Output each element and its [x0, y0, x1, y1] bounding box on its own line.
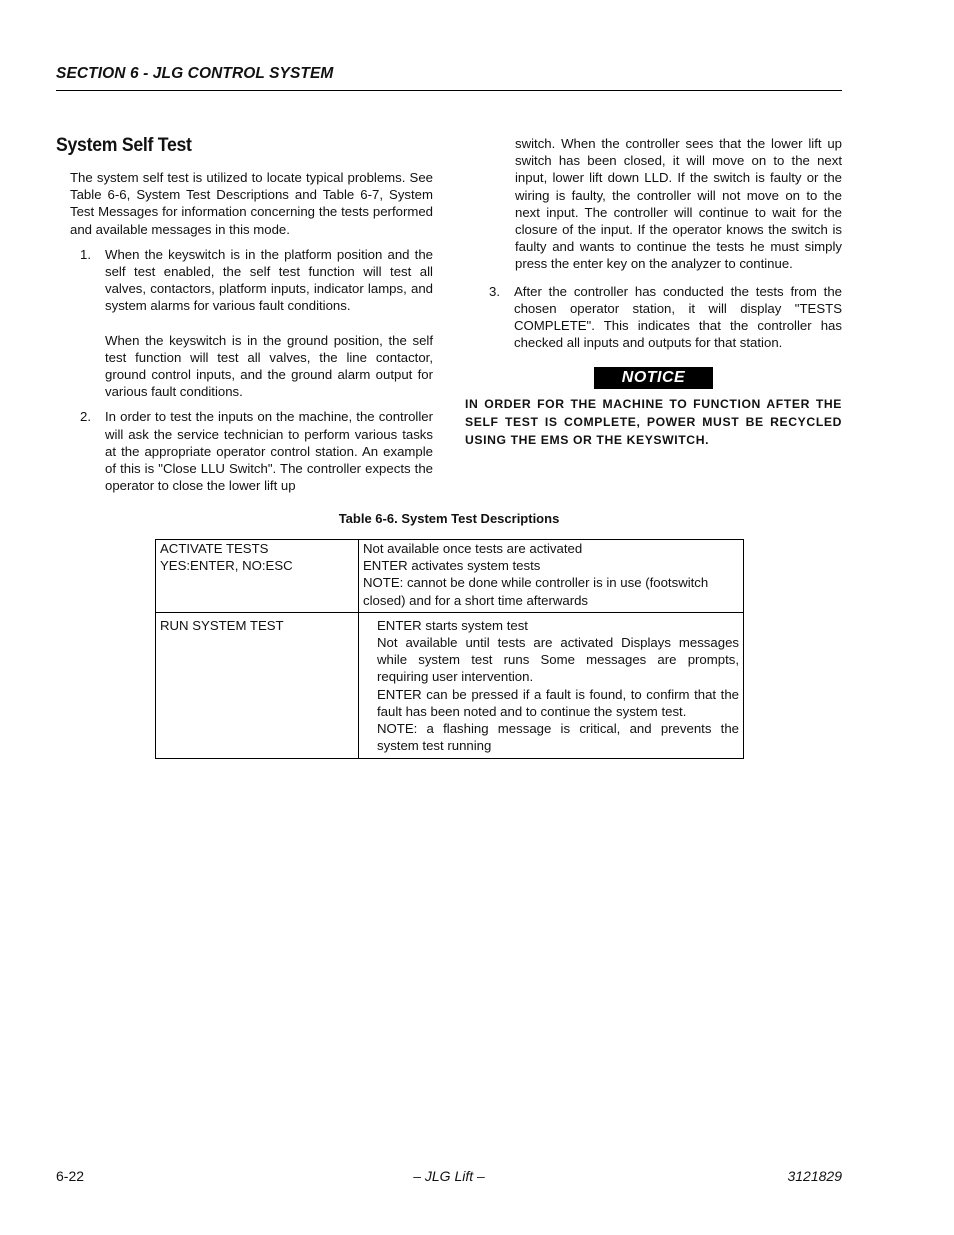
notice-box: [465, 367, 842, 389]
cell-line: NOTE: cannot be done while controller is in use (footswitch closed) and for a short time afterwards: [363, 575, 709, 608]
page-number: 6-22: [56, 1168, 85, 1184]
section-title: SECTION 6 - JLG CONTROL SYSTEM: [56, 65, 334, 82]
cell-line: Not available until tests are activated Displays messages while system test runs Some messages are prompts, requiring user intervention.: [377, 635, 739, 685]
notice-text: IN ORDER FOR THE MACHINE TO FUNCTION AFTER THE SELF TEST IS COMPLETE, POWER MUST BE RECYCLED USING THE EMS OR THE KEYSWITCH.: [465, 397, 842, 448]
document-number: 3121829: [787, 1168, 842, 1184]
list-item-paragraph: When the keyswitch is in the ground position, the self test function will test all valves, the line contactor, ground control inputs, and the ground alarm output for various fault conditions.: [105, 332, 433, 400]
right-column: [465, 135, 842, 449]
cell-line: ENTER starts system test: [377, 617, 528, 633]
table-row: [156, 612, 744, 759]
list-item-number: 1.: [80, 246, 91, 262]
page-title: System Self Test: [56, 135, 192, 156]
cell-line: ENTER can be pressed if a fault is found, to confirm that the fault has been noted and to continue the system test.: [377, 686, 739, 719]
table-cell: [359, 612, 744, 759]
cell-line: ENTER activates system tests: [363, 558, 541, 574]
cell-line: YES:ENTER, NO:ESC: [160, 558, 293, 574]
table-cell: [359, 540, 744, 613]
list-item-paragraph: When the keyswitch is in the platform position and the self test enabled, the self test function will test all valves, contactors, platform inputs, indicator lamps, and system alarms for various fault conditions.: [105, 246, 433, 314]
intro-paragraph: The system self test is utilized to locate typical problems. See Table 6-6, System Test Descriptions and Table 6-7, System Test Messages for information concerning the tests performed and available messages in this mode.: [70, 170, 433, 237]
cell-line: ACTIVATE TESTS: [160, 541, 269, 556]
cell-line: Not available once tests are activated: [363, 541, 583, 556]
system-test-table: [155, 539, 744, 759]
page-header: [56, 64, 842, 91]
table-cell: [156, 540, 359, 613]
continuation-paragraph: switch. When the controller sees that the lower lift up switch has been closed, it will move on to the next input, lower lift down LLD. If the switch is faulty or the wiring is faulty, the controller will not move on to the next input. The controller will continue to wait for the closure of the input. If the operator knows the switch is faulty and wants to continue the tests he must simply press the enter key on the analyzer to continue.: [515, 136, 842, 272]
cell-line: RUN SYSTEM TEST: [160, 617, 284, 633]
list-item-paragraph: After the controller has conducted the tests from the chosen operator station, it will display "TESTS COMPLETE". This indicates that the controller has checked all inputs and outputs for that station.: [514, 283, 842, 351]
table-cell: [156, 612, 359, 759]
footer-center-text: – JLG Lift –: [413, 1168, 485, 1184]
list-item-2: [56, 408, 433, 494]
notice-badge: NOTICE: [594, 367, 713, 389]
list-item-number: 3.: [489, 283, 500, 299]
left-column: [56, 133, 433, 502]
list-item-paragraph: In order to test the inputs on the machine, the controller will ask the service technician to perform various tasks at the appropriate operator control station. An example of this is "Close LLU Switch". The controller expects the operator to close the lower lift up: [105, 409, 433, 494]
cell-line: NOTE: a flashing message is critical, and prevents the system test running: [377, 721, 739, 754]
table-caption: Table 6-6. System Test Descriptions: [338, 511, 560, 526]
list-item-number: 2.: [80, 409, 91, 425]
list-item-3: [465, 283, 842, 352]
list-item-1: [56, 246, 433, 401]
table-row: [156, 540, 744, 613]
